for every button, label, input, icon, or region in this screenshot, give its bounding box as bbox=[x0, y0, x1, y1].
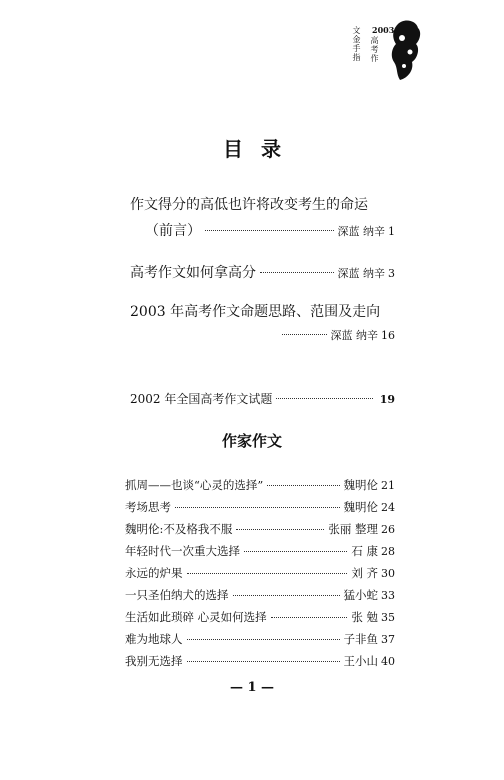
essay-author: 石 康 bbox=[351, 544, 378, 558]
toc-page-number: 16 bbox=[381, 329, 395, 342]
essay-page: 30 bbox=[381, 567, 395, 580]
essay-title: 难为地球人 bbox=[125, 632, 183, 646]
essay-page: 26 bbox=[381, 523, 395, 536]
dot-leader bbox=[282, 334, 327, 335]
essay-row bbox=[125, 609, 395, 625]
essay-page: 24 bbox=[381, 501, 395, 514]
toc-page-number: 1 bbox=[388, 225, 395, 238]
essay-row bbox=[125, 499, 395, 515]
essay-author: 刘 齐 bbox=[351, 566, 378, 580]
essay-title: 年轻时代一次重大选择 bbox=[125, 544, 240, 558]
dot-leader bbox=[260, 272, 334, 273]
essay-author: 子非鱼 bbox=[343, 632, 378, 646]
toc-entry-2003-line2 bbox=[278, 327, 395, 343]
page-number-footer: — 1 — bbox=[229, 680, 275, 695]
running-header bbox=[352, 16, 422, 86]
essay-page: 28 bbox=[381, 545, 395, 558]
toc-entry-2003 bbox=[130, 303, 380, 321]
dot-leader bbox=[205, 230, 334, 231]
essay-title: 抓周——也谈“心灵的选择” bbox=[125, 478, 264, 492]
toc-author: 深蓝 纳辛 bbox=[337, 225, 385, 238]
dot-leader bbox=[271, 617, 348, 618]
toc-author: 深蓝 纳辛 bbox=[337, 267, 385, 280]
essay-row bbox=[125, 565, 395, 581]
essay-title: 永远的炉果 bbox=[125, 566, 183, 580]
dot-leader bbox=[175, 507, 340, 508]
essay-author: 猛小蛇 bbox=[343, 588, 378, 602]
essay-title: 生活如此琐碎 心灵如何选择 bbox=[125, 610, 267, 624]
toc-page-number: 19 bbox=[379, 393, 395, 406]
essay-page: 21 bbox=[381, 479, 395, 492]
page-title: 目录 bbox=[223, 137, 299, 161]
dot-leader bbox=[187, 573, 348, 574]
dot-leader bbox=[187, 639, 340, 640]
essay-row bbox=[125, 543, 395, 559]
dot-leader bbox=[233, 595, 340, 596]
header-vertical-line-1: 文金手指 bbox=[352, 26, 361, 62]
toc-author: 深蓝 纳辛 bbox=[330, 329, 378, 342]
essay-row bbox=[125, 521, 395, 537]
essay-title: 考场思考 bbox=[125, 500, 171, 514]
essay-title: 魏明伦:不及格我不服 bbox=[125, 522, 233, 536]
toc-entry-preface-line2 bbox=[145, 220, 395, 240]
essay-author: 魏明伦 bbox=[343, 500, 378, 514]
essay-row bbox=[125, 587, 395, 603]
essay-page: 35 bbox=[381, 611, 395, 624]
dot-leader bbox=[244, 551, 347, 552]
dot-leader bbox=[276, 398, 372, 399]
dot-leader bbox=[236, 529, 324, 530]
toc-entry-high-score bbox=[130, 262, 395, 282]
essay-page: 40 bbox=[381, 655, 395, 668]
essay-page: 37 bbox=[381, 633, 395, 646]
toc-entry-title: 高考作文如何拿高分 bbox=[130, 265, 256, 281]
toc-entry-title: 2002 年全国高考作文试题 bbox=[130, 392, 273, 406]
essay-row bbox=[125, 477, 395, 493]
essay-author: 张 勉 bbox=[351, 610, 378, 624]
toc-entry-title: 2003 年高考作文命题思路、范围及走向 bbox=[130, 304, 381, 320]
essay-row bbox=[125, 653, 395, 669]
toc-entry-title: 作文得分的高低也许将改变考生的命运 bbox=[130, 197, 368, 213]
dot-leader bbox=[267, 485, 339, 486]
essay-title: 一只圣伯纳犬的选择 bbox=[125, 588, 229, 602]
essay-author: 张丽 整理 bbox=[328, 522, 378, 536]
essay-row bbox=[125, 631, 395, 647]
toc-page-number: 3 bbox=[388, 267, 395, 280]
header-year: 2003 bbox=[372, 25, 395, 35]
header-vertical-line-2: 高考作 bbox=[370, 36, 379, 63]
essay-author: 魏明伦 bbox=[343, 478, 378, 492]
ink-blot-icon bbox=[390, 18, 422, 84]
toc-entry-2002 bbox=[130, 390, 395, 407]
essay-author: 王小山 bbox=[343, 654, 378, 668]
section-heading: 作家作文 bbox=[221, 432, 282, 450]
essay-title: 我别无选择 bbox=[125, 654, 183, 668]
dot-leader bbox=[187, 661, 340, 662]
toc-entry-title-cont: （前言） bbox=[145, 223, 201, 239]
toc-entry-preface bbox=[130, 196, 368, 214]
essay-page: 33 bbox=[381, 589, 395, 602]
